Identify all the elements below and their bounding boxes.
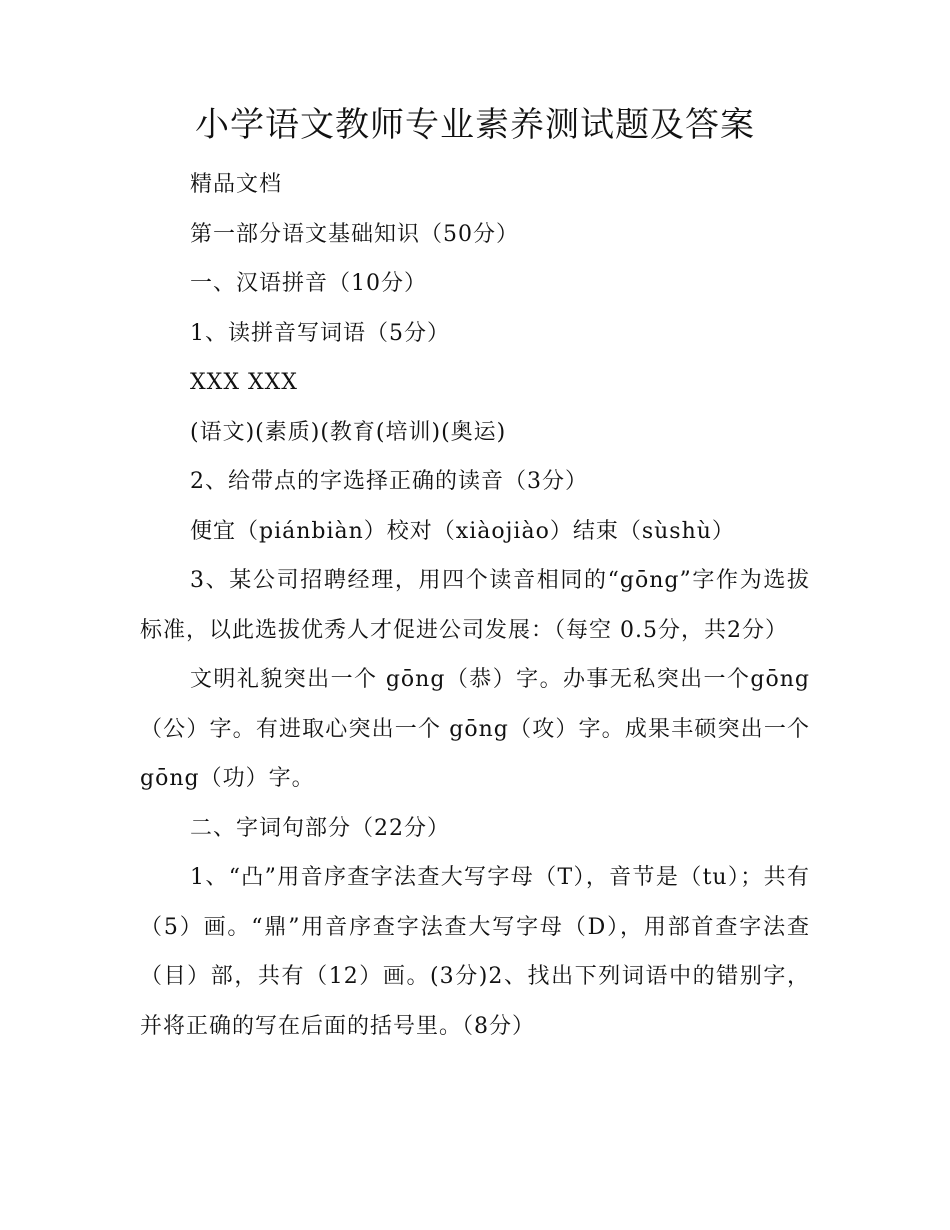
paragraph-question-3: 3、某公司招聘经理，用四个读音相同的“gōng”字作为选拔标准，以此选拔优秀人才促进公司发展：（每空 0.5分，共2分） bbox=[140, 568, 810, 643]
paragraph-question-1: 1、读拼音写词语（5分） bbox=[190, 320, 450, 346]
paragraph-words-question: 1、“凸”用音序查字法查大写字母（T），音节是（tu）；共有（5）画。“鼎”用音序查字法查大写字母（D），用部首查字法查（目）部，共有（12）画。(3分)2、找出下列词语中的错别字，并将正确的写在后面的括号里。（8分） bbox=[140, 865, 810, 1039]
paragraph-question-2: 2、给带点的字选择正确的读音（3分） bbox=[190, 469, 588, 494]
document-title: 小学语文教师专业素养测试题及答案 bbox=[195, 105, 755, 145]
paragraph-answer-3: 文明礼貌突出一个 gōng（恭）字。办事无私突出一个gōng（公）字。有进取心突出一个 gōng（攻）字。成果丰硕突出一个gōng（功）字。 bbox=[140, 667, 810, 791]
paragraph-header-label: 精品文档 bbox=[190, 172, 283, 197]
paragraph-section-words: 二、字词句部分（22分） bbox=[190, 815, 450, 841]
paragraph-placeholder: XXX XXX bbox=[190, 370, 298, 395]
document-body bbox=[140, 160, 810, 1051]
paragraph-section-pinyin: 一、汉语拼音（10分） bbox=[190, 271, 427, 296]
paragraph-answer-2: 便宜（piánbiàn）校对（xiàojiào）结束（sùshù） bbox=[190, 518, 735, 544]
paragraph-answer-1: (语文)(素质)(教育(培训)(奥运) bbox=[190, 419, 507, 445]
paragraph-part-one-heading: 第一部分语文基础知识（50分） bbox=[190, 221, 519, 247]
